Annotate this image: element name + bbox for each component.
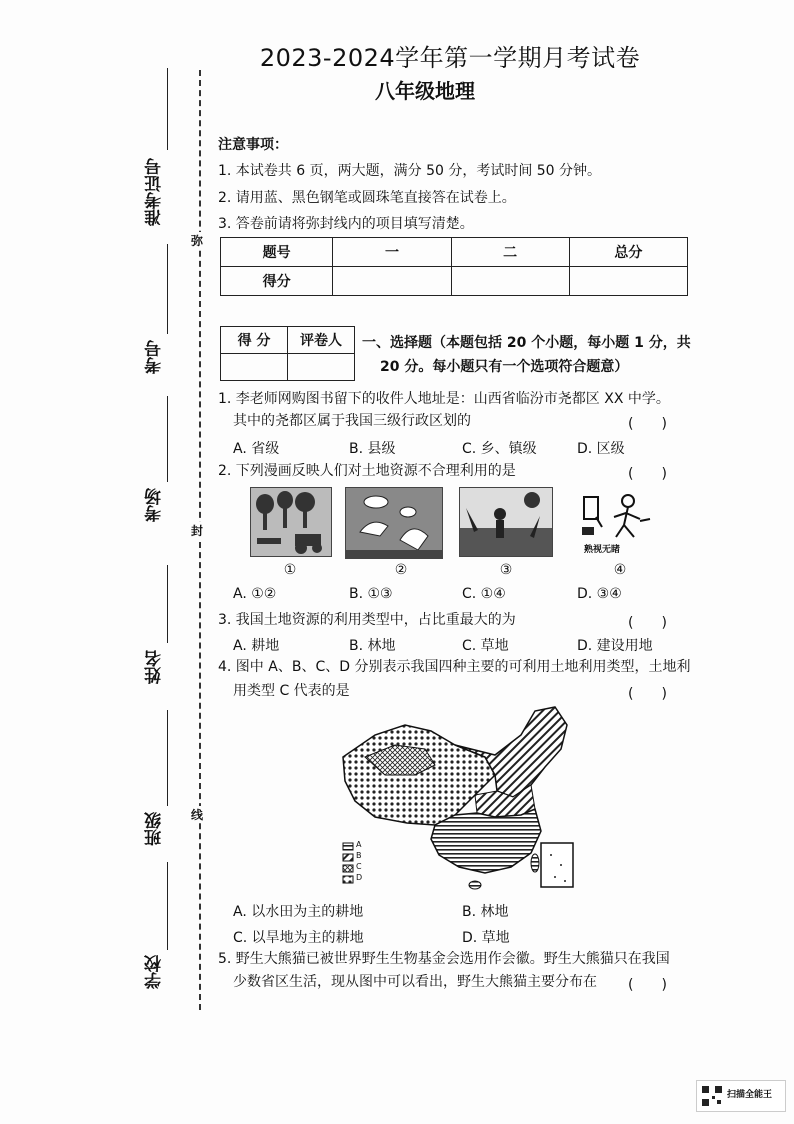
q4-line1: 4. 图中 A、B、C、D 分别表示我国四种主要的可利用土地利用类型，土地利: [218, 659, 691, 675]
score-row-label: 得分: [221, 267, 333, 296]
q2-option-b[interactable]: B. ①③: [349, 586, 393, 602]
score-header-1: 一: [333, 238, 451, 267]
q1-answer-blank[interactable]: ( ): [628, 416, 667, 432]
q3-option-a[interactable]: A. 耕地: [233, 638, 280, 654]
q2-option-a[interactable]: A. ①②: [233, 586, 277, 602]
q1-option-d[interactable]: D. 区级: [577, 441, 625, 457]
score-cell-2[interactable]: [451, 267, 569, 296]
cartoon-4-label: ④: [613, 562, 627, 578]
seal-line: [199, 70, 201, 1010]
q4-option-c[interactable]: C. 以旱地为主的耕地: [233, 930, 364, 946]
notice-heading: 注意事项：: [218, 137, 288, 153]
score-header-2: 二: [451, 238, 569, 267]
margin-label-exam-number: 考号: [145, 340, 165, 374]
q4-answer-blank[interactable]: ( ): [628, 686, 667, 702]
q1-option-b[interactable]: B. 县级: [349, 441, 396, 457]
name-field[interactable]: [167, 565, 168, 643]
seal-char-1: 弥: [191, 234, 204, 248]
cartoon-4-caption: 熟视无睹: [584, 545, 621, 555]
margin-label-name: 姓名: [145, 650, 165, 684]
scanner-brand: 扫描全能王: [727, 1090, 773, 1100]
q4-option-d[interactable]: D. 草地: [462, 930, 510, 946]
q2-answer-blank[interactable]: ( ): [628, 466, 667, 482]
margin-label-school: 学校: [145, 955, 165, 989]
section-title-line2: 20 分。每小题只有一个选项符合题意）: [380, 359, 629, 375]
score-table: [220, 237, 688, 296]
q4-option-a[interactable]: A. 以水田为主的耕地: [233, 904, 364, 920]
score-cell-1[interactable]: [333, 267, 451, 296]
margin-label-exam-id: 准考证号: [145, 158, 165, 226]
q5-line2: 少数省区生活，现从图中可以看出，野生大熊猫主要分布在: [233, 974, 597, 990]
china-land-use-map: [335, 705, 595, 895]
map-legend-d: D: [356, 873, 363, 882]
q3-option-c[interactable]: C. 草地: [462, 638, 509, 654]
q1-option-a[interactable]: A. 省级: [233, 441, 280, 457]
notice-item-3: 3. 答卷前请将弥封线内的项目填写清楚。: [218, 216, 474, 232]
exam-number-field[interactable]: [167, 244, 168, 334]
q5-line1: 5. 野生大熊猫已被世界野生生物基金会选用作会徽。野生大熊猫只在我国: [218, 951, 670, 967]
map-legend-a: A: [356, 840, 362, 849]
score-header-qnum: 题号: [221, 238, 333, 267]
cartoon-1-label: ①: [283, 562, 297, 578]
exam-id-field[interactable]: [167, 68, 168, 150]
school-field[interactable]: [167, 862, 168, 950]
section-grader-label: 评卷人: [288, 327, 355, 354]
margin-label-exam-room: 考场: [145, 488, 165, 522]
section-score-label: 得 分: [221, 327, 288, 354]
scanner-watermark: [696, 1080, 786, 1112]
map-legend-b: B: [356, 851, 362, 860]
section-grader-cell[interactable]: [288, 354, 355, 381]
cartoon-1-image: [250, 487, 332, 557]
q3-option-d[interactable]: D. 建设用地: [577, 638, 653, 654]
map-legend: [356, 839, 362, 883]
q3-line1: 3. 我国土地资源的利用类型中，占比重最大的为: [218, 612, 516, 628]
q2-line1: 2. 下列漫画反映人们对土地资源不合理利用的是: [218, 463, 516, 479]
cartoon-3-image: [459, 487, 553, 557]
seal-char-2: 封: [191, 524, 204, 538]
notice-item-2: 2. 请用蓝、黑色钢笔或圆珠笔直接答在试卷上。: [218, 190, 516, 206]
exam-room-field[interactable]: [167, 396, 168, 482]
q3-answer-blank[interactable]: ( ): [628, 615, 667, 631]
q2-option-c[interactable]: C. ①④: [462, 586, 506, 602]
seal-char-3: 线: [191, 808, 204, 822]
cartoon-2-image: [345, 487, 443, 559]
q1-line1: 1. 李老师网购图书留下的收件人地址是：山西省临汾市尧都区 XX 中学。: [218, 391, 670, 407]
map-legend-c: C: [356, 862, 362, 871]
q2-option-d[interactable]: D. ③④: [577, 586, 622, 602]
class-field[interactable]: [167, 710, 168, 806]
cartoon-2-label: ②: [394, 562, 408, 578]
score-cell-total[interactable]: [569, 267, 687, 296]
section-score-cell[interactable]: [221, 354, 288, 381]
margin-label-class: 班级: [145, 812, 165, 846]
q4-option-b[interactable]: B. 林地: [462, 904, 509, 920]
q5-answer-blank[interactable]: ( ): [628, 977, 667, 993]
exam-title: 2023-2024学年第一学期月考试卷: [259, 44, 641, 72]
exam-subtitle: 八年级地理: [375, 79, 475, 103]
q1-line2: 其中的尧都区属于我国三级行政区划的: [233, 413, 471, 429]
notice-item-1: 1. 本试卷共 6 页，两大题，满分 50 分，考试时间 50 分钟。: [218, 163, 602, 179]
qr-code-icon: [701, 1085, 723, 1107]
q3-option-b[interactable]: B. 林地: [349, 638, 396, 654]
q4-line2: 用类型 C 代表的是: [233, 683, 350, 699]
section-score-table: [220, 326, 355, 381]
q1-option-c[interactable]: C. 乡、镇级: [462, 441, 537, 457]
section-title-line1: 一、选择题（本题包括 20 个小题，每小题 1 分，共: [362, 335, 691, 351]
cartoon-3-label: ③: [499, 562, 513, 578]
score-header-total: 总分: [569, 238, 687, 267]
